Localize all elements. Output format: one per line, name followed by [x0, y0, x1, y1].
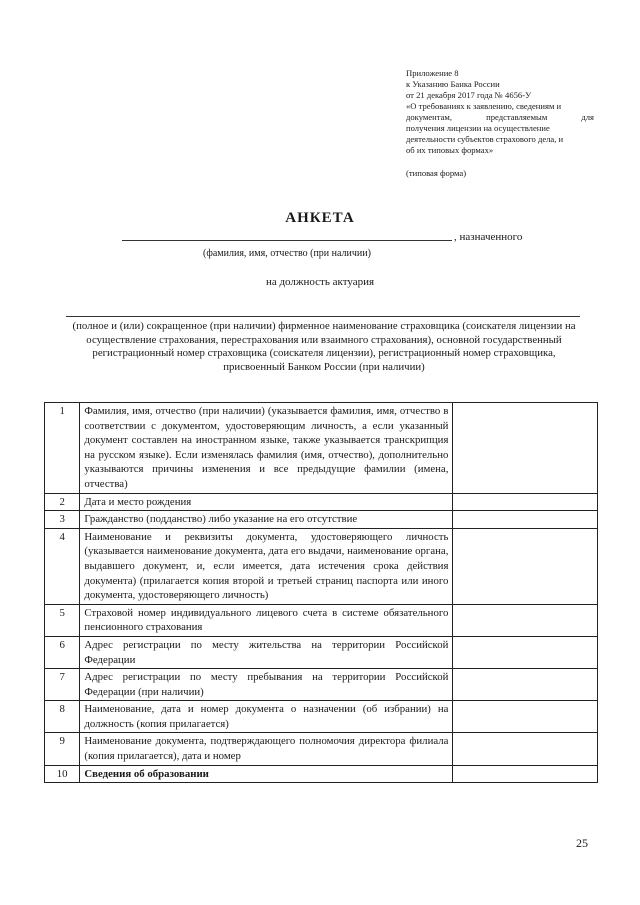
- answer-cell[interactable]: [453, 669, 598, 701]
- row-number: 3: [45, 511, 80, 529]
- row-number: 5: [45, 604, 80, 636]
- position-line: на должность актуария: [265, 276, 375, 288]
- row-text: Фамилия, имя, отчество (при наличии) (указывается фамилия, имя, отчество в соответствии с документом, удостоверяющим личность, а если указанный документ составлен на иностранном языке, также указывается транскрипция на русском языке). Если изменялась фамилия (имя, отчество), дополнительно указываются причины изменения и все предыдущие фамилии (имена, отчества): [80, 403, 453, 494]
- row-number: 2: [45, 493, 80, 511]
- row-text: Адрес регистрации по месту жительства на территории Российской Федерации: [80, 636, 453, 668]
- answer-cell[interactable]: [453, 528, 598, 604]
- table-row: [45, 733, 598, 765]
- appointed-suffix: , назначенного: [454, 231, 523, 243]
- answer-cell[interactable]: [453, 511, 598, 529]
- row-text: Сведения об образовании: [80, 765, 453, 783]
- row-number: 4: [45, 528, 80, 604]
- row-number: 1: [45, 403, 80, 494]
- organization-fill-line: [66, 316, 580, 317]
- answer-cell[interactable]: [453, 765, 598, 783]
- row-number: 6: [45, 636, 80, 668]
- row-text: Наименование документа, подтверждающего полномочия директора филиала (копия прилагается), дата и номер: [80, 733, 453, 765]
- name-caption: (фамилия, имя, отчество (при наличии): [203, 248, 371, 259]
- row-text: Гражданство (подданство) либо указание на его отсутствие: [80, 511, 453, 529]
- row-text: Дата и место рождения: [80, 493, 453, 511]
- table-row: [45, 403, 598, 494]
- appendix-line: к Указанию Банка России: [406, 79, 500, 89]
- answer-cell[interactable]: [453, 403, 598, 494]
- name-fill-line: [122, 240, 452, 241]
- row-number: 9: [45, 733, 80, 765]
- row-text: Страховой номер индивидуального лицевого счета в системе обязательного пенсионного страхования: [80, 604, 453, 636]
- table-row: [45, 528, 598, 604]
- answer-cell[interactable]: [453, 493, 598, 511]
- row-text: Наименование, дата и номер документа о назначении (об избрании) на должность (копия прилагается): [80, 701, 453, 733]
- form-type-note: (типовая форма): [406, 168, 467, 178]
- appendix-line: Приложение 8: [406, 68, 459, 78]
- answer-cell[interactable]: [453, 604, 598, 636]
- table-row: [45, 701, 598, 733]
- row-text: Адрес регистрации по месту пребывания на территории Российской Федерации (при наличии): [80, 669, 453, 701]
- appendix-header: [406, 68, 594, 179]
- answer-cell[interactable]: [453, 733, 598, 765]
- appendix-line: от 21 декабря 2017 года № 4656-У: [406, 90, 532, 100]
- table-row: [45, 511, 598, 529]
- row-number: 8: [45, 701, 80, 733]
- table-row: [45, 493, 598, 511]
- appendix-line: «О требованиях к заявлению, сведениям и: [406, 101, 562, 111]
- appendix-line: документам, представляемым для: [406, 112, 594, 122]
- answer-cell[interactable]: [453, 636, 598, 668]
- table-row: [45, 669, 598, 701]
- table-row: [45, 636, 598, 668]
- row-number: 7: [45, 669, 80, 701]
- table-row: [45, 765, 598, 783]
- questionnaire-table: [44, 402, 598, 783]
- appendix-line: об их типовых формах»: [406, 145, 494, 155]
- document-title: АНКЕТА: [285, 210, 355, 226]
- table-row: [45, 604, 598, 636]
- appendix-line: деятельности субъектов страхового дела, и: [406, 134, 564, 144]
- organization-caption: (полное и (или) сокращенное (при наличии) фирменное наименование страховщика (соискателя лицензии на осуществление страхования, перестрахования или взаимного страхования), основной государственный регистрационный номер страховщика (соискателя лицензии), регистрационный номер страховщика, присвоенный Банком России (при наличии): [72, 320, 576, 373]
- page-number: 25: [576, 836, 588, 850]
- row-number: 10: [45, 765, 80, 783]
- row-text: Наименование и реквизиты документа, удостоверяющего личность (указывается наименование документа, дата его выдачи, наименование органа, выдавшего документ, и, если имеется, дата истечения срока действия документа) (прилагается копия второй и третьей страниц паспорта или иного документа, удостоверяющего личность): [80, 528, 453, 604]
- answer-cell[interactable]: [453, 701, 598, 733]
- appendix-line: получения лицензии на осуществление: [406, 123, 550, 133]
